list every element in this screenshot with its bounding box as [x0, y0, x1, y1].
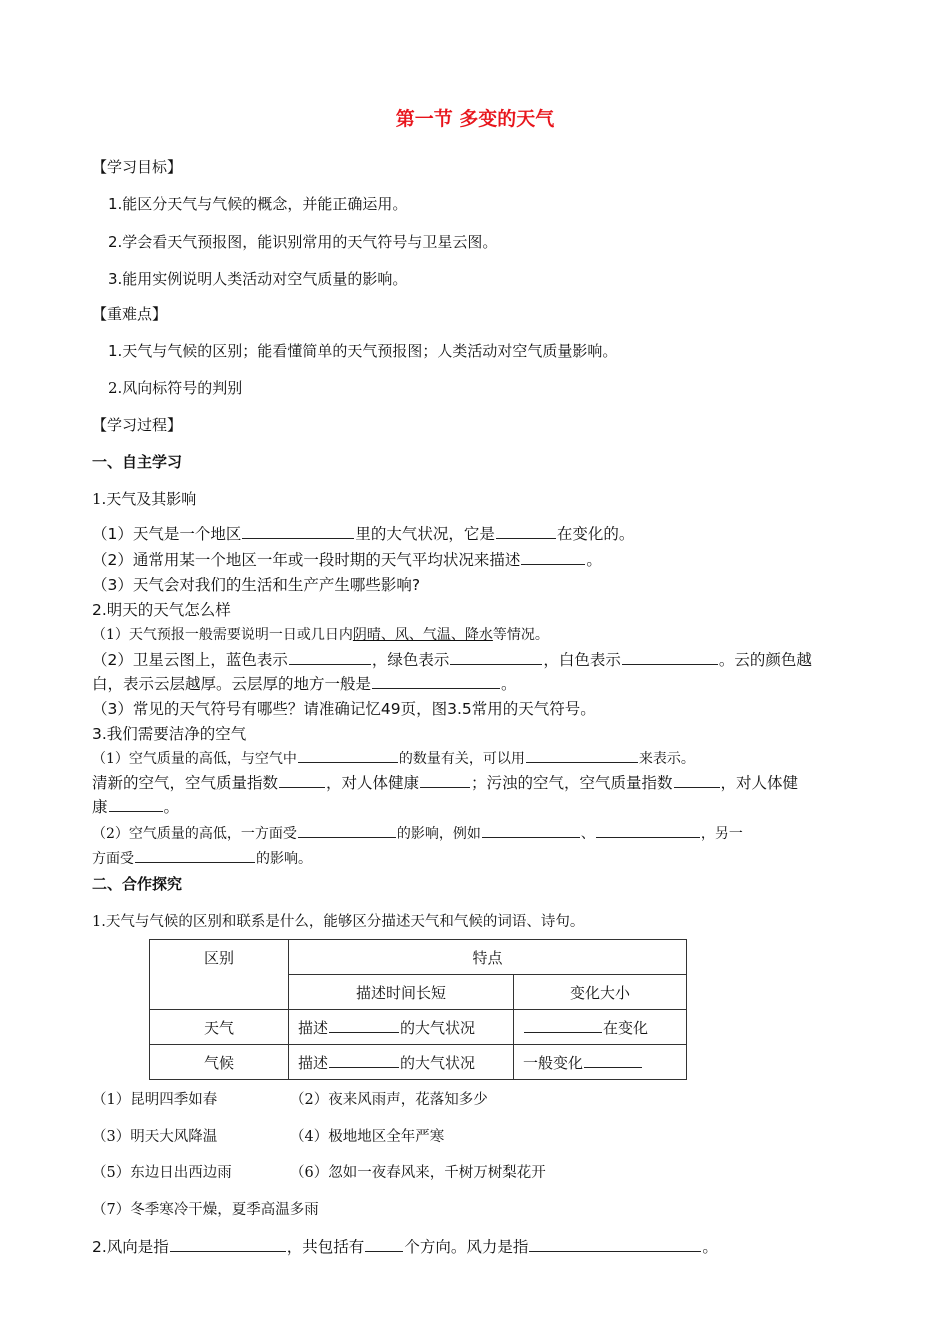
weather-climate-table	[149, 939, 687, 1080]
q2-item-c: （3）常见的天气符号有哪些？请准确记忆49页，图3.5常用的天气符号。	[92, 700, 596, 718]
q3-a-text: 的数量有关，可以用	[398, 751, 525, 767]
fill-blank[interactable]	[329, 1066, 399, 1068]
section2-q1-title: 1.天气与气候的区别和联系是什么，能够区分描述天气和气候的词语、诗句。	[92, 914, 585, 930]
q3-item-c	[92, 822, 862, 872]
q3-c-text: 、	[580, 826, 595, 842]
phrase-item: （5）东边日出西边雨	[92, 1165, 232, 1181]
fill-blank[interactable]	[170, 1250, 286, 1252]
fill-blank[interactable]	[521, 563, 585, 565]
table-header-diff: 区别	[150, 940, 289, 1010]
fill-blank[interactable]	[109, 810, 163, 812]
q2-text: 2.风向是指	[92, 1238, 169, 1256]
section2-heading: 二、合作探究	[92, 875, 183, 893]
table-cell	[289, 1010, 514, 1045]
fill-blank[interactable]	[496, 537, 556, 539]
table-cell	[514, 1010, 687, 1045]
fill-blank[interactable]	[482, 836, 580, 838]
q3-c-text: 方面受	[92, 851, 134, 867]
section2-q2	[92, 1235, 718, 1257]
fill-blank[interactable]	[622, 663, 718, 665]
phrase-item: （6）忽如一夜春风来，千树万树梨花开	[290, 1165, 546, 1181]
q2-text: 个方向。风力是指	[404, 1238, 529, 1256]
fill-blank[interactable]	[298, 761, 398, 763]
q3-item-a	[92, 748, 695, 768]
q2-b-text: 。云的颜色越	[718, 651, 812, 669]
fill-blank[interactable]	[674, 786, 720, 788]
q3-b-text: ；污浊的空气，空气质量指数	[471, 774, 673, 792]
fill-blank[interactable]	[584, 1066, 642, 1068]
fill-blank[interactable]	[524, 1031, 602, 1033]
keypoints-heading: 【重难点】	[92, 305, 168, 323]
fill-blank[interactable]	[450, 663, 542, 665]
q3-title: 3.我们需要洁净的空气	[92, 725, 247, 743]
q3-a-text: （1）空气质量的高低，与空气中	[92, 751, 297, 767]
q1-item-a	[92, 522, 634, 544]
q1-a-text: 在变化的。	[556, 525, 635, 543]
fill-blank[interactable]	[329, 1031, 399, 1033]
q2-b-text: ，绿色表示	[371, 651, 450, 669]
objective-item: 1.能区分天气与气候的概念，并能正确运用。	[108, 195, 408, 213]
q3-b-text: ，对人体健康	[326, 774, 420, 792]
q1-b-text: （2）通常用某一个地区一年或一段时期的天气平均状况来描述	[92, 551, 521, 569]
fill-blank[interactable]	[526, 761, 638, 763]
fill-blank[interactable]	[365, 1250, 403, 1252]
q3-c-text: 的影响，例如	[396, 826, 481, 842]
table-row	[150, 1045, 687, 1080]
cell-text: 在变化	[603, 1018, 649, 1037]
q3-c-text: 的影响。	[256, 851, 312, 867]
objectives-heading: 【学习目标】	[92, 158, 183, 176]
fill-blank[interactable]	[529, 1250, 701, 1252]
q3-b-text: 。	[163, 798, 180, 816]
table-row	[150, 1010, 687, 1045]
fill-blank[interactable]	[372, 687, 500, 689]
fill-blank[interactable]	[420, 786, 470, 788]
q3-c-text: ，另一	[700, 826, 743, 842]
cell-text: 的大气状况	[400, 1053, 476, 1072]
fill-blank[interactable]	[279, 786, 325, 788]
q1-b-text: 。	[586, 551, 602, 569]
table-cell	[289, 1045, 514, 1080]
fill-blank[interactable]	[298, 836, 396, 838]
q2-item-b	[92, 648, 862, 696]
q2-item-a	[92, 624, 549, 644]
phrase-item: （3）明天大风降温	[92, 1129, 218, 1145]
phrase-item: （4）极地地区全年严寒	[290, 1129, 445, 1145]
cell-text: 的大气状况	[400, 1018, 476, 1037]
q2-a-text: （1）天气预报一般需要说明一日或几日内	[92, 627, 353, 643]
page-title: 第一节 多变的天气	[395, 108, 555, 130]
fill-blank[interactable]	[289, 663, 371, 665]
fill-blank[interactable]	[135, 861, 255, 863]
q3-b-text: 康	[92, 798, 108, 816]
process-heading: 【学习过程】	[92, 416, 183, 434]
q3-item-b	[92, 771, 862, 819]
cell-text: 描述	[298, 1053, 329, 1072]
table-row-label: 天气	[150, 1010, 289, 1045]
table-header-features: 特点	[289, 940, 687, 975]
q2-b-text: （2）卫星云图上，蓝色表示	[92, 651, 288, 669]
table-cell	[514, 1045, 687, 1080]
q1-item-b	[92, 548, 602, 570]
q1-a-text: 里的大气状况，它是	[355, 525, 495, 543]
q3-b-text: ，对人体健	[720, 774, 799, 792]
table-subheader-time: 描述时间长短	[289, 975, 514, 1010]
cell-text: 描述	[298, 1018, 329, 1037]
fill-blank[interactable]	[596, 836, 700, 838]
phrase-item: （7）冬季寒冷干燥，夏季高温多雨	[92, 1202, 319, 1218]
fill-blank[interactable]	[242, 537, 354, 539]
q1-a-text: （1）天气是一个地区	[92, 525, 242, 543]
section1-heading: 一、自主学习	[92, 453, 183, 471]
objective-item: 2.学会看天气预报图，能识别常用的天气符号与卫星云图。	[108, 233, 498, 251]
q2-text: ，共包括有	[286, 1238, 365, 1256]
q3-b-text: 清新的空气，空气质量指数	[92, 774, 279, 792]
q2-b-text: ，白色表示	[543, 651, 621, 669]
q3-c-text: （2）空气质量的高低，一方面受	[92, 826, 297, 842]
q2-title: 2.明天的天气怎么样	[92, 601, 231, 619]
keypoint-item: 1.天气与气候的区别；能看懂简单的天气预报图；人类活动对空气质量影响。	[108, 342, 618, 360]
phrase-item: （2）夜来风雨声，花落知多少	[290, 1092, 488, 1108]
q2-text: 。	[702, 1238, 718, 1256]
q2-b-text: 。	[501, 675, 517, 693]
q1-item-c: （3）天气会对我们的生活和生产产生哪些影响?	[92, 576, 421, 594]
keypoint-item: 2.风向标符号的判别	[108, 379, 243, 397]
q3-a-text: 来表示。	[638, 751, 695, 767]
q2-b-text: 白，表示云层越厚。云层厚的地方一般是	[92, 675, 372, 693]
phrase-item: （1）昆明四季如春	[92, 1092, 218, 1108]
q2-a-text: 等情况。	[492, 627, 549, 643]
cell-text: 一般变化	[523, 1053, 584, 1072]
q1-title: 1.天气及其影响	[92, 490, 197, 508]
objective-item: 3.能用实例说明人类活动对空气质量的影响。	[108, 270, 408, 288]
q2-a-underlined: 阴晴、风、气温、降水	[352, 627, 493, 643]
table-subheader-change: 变化大小	[514, 975, 687, 1010]
table-row-label: 气候	[150, 1045, 289, 1080]
